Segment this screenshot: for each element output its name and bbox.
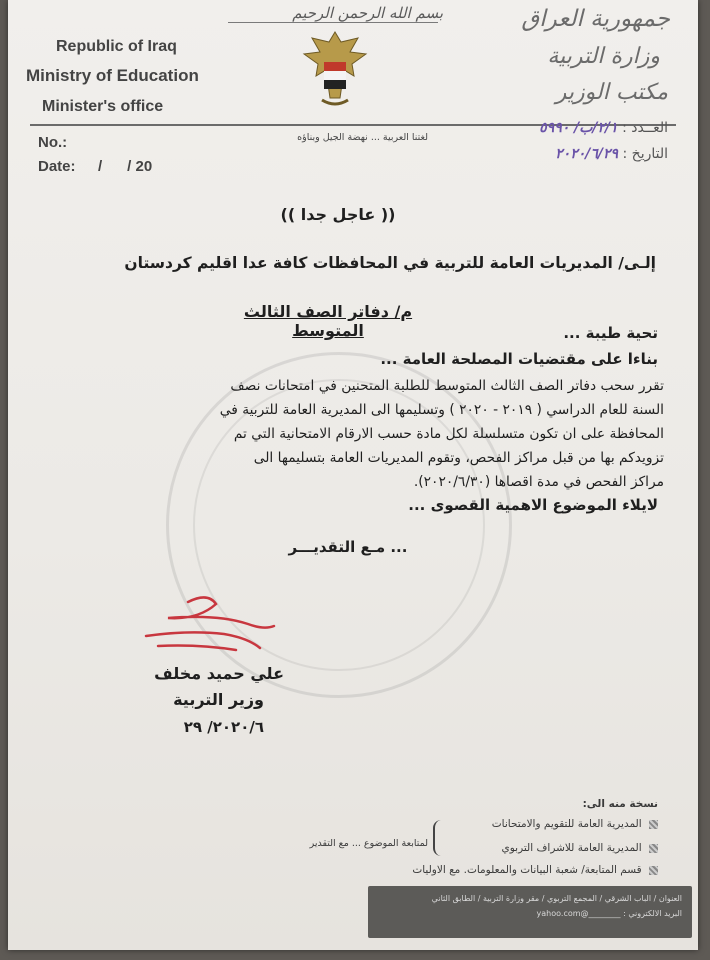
header-ar-country: جمهورية العراق <box>521 6 670 32</box>
copies-brace-note: لمتابعة الموضوع ... مع التقدير <box>309 838 428 849</box>
basmala-underline <box>228 22 438 23</box>
list-bullet-icon <box>649 844 658 853</box>
handwritten-signature-icon <box>128 590 278 660</box>
greeting: تحية طيبة ... <box>563 324 658 342</box>
body-line: تزويدكم بها من قبل مراكز الفحص، وتقوم المديريات العامة بتسليمها الى <box>253 450 664 466</box>
copy-item-text: المديرية العامة للتقويم والامتحانات <box>491 818 642 830</box>
body-line: تقرر سحب دفاتر الصف الثالث المتوسط للطلبة المتحنين في امتحانات نصف <box>230 378 664 394</box>
signatory-title: وزير التربية <box>173 690 264 709</box>
footer-address: العنوان / الباب الشرقي / المجمع التربوي / مقر وزارة التربية / الطابق الثاني <box>431 894 682 903</box>
basmala-script <box>233 4 443 22</box>
letter-body <box>34 374 664 494</box>
en-date-label: Date: <box>38 158 76 175</box>
footer-bar <box>368 886 692 938</box>
letter-page <box>8 0 698 950</box>
header-ar-office: مكتب الوزير <box>555 80 668 105</box>
ar-number-label: العــدد : <box>622 120 668 136</box>
copy-item <box>408 842 658 854</box>
urgency-label: (( عاجل جدا )) <box>280 205 396 224</box>
header-en-country: Republic of Iraq <box>56 38 177 55</box>
importance-line: لايلاء الموضوع الاهمية القصوى ... <box>408 496 658 514</box>
footer-email: البريد الالكتروني : ________@yahoo.com <box>536 909 682 918</box>
body-line: السنة للعام الدراسي ( ٢٠١٩ - ٢٠٢٠ ) وتسليمها الى المديرية العامة للتربية في <box>219 402 664 418</box>
ar-date-value: ٢٠٢٠/٦/٢٩ <box>555 146 619 162</box>
copy-item-text: المديرية العامة للاشراف التربوي <box>501 842 642 854</box>
ar-number-value: ٢/١/ب/ ٥٩٩٠ <box>539 120 618 136</box>
signatory-name: علي حميد مخلف <box>154 664 284 683</box>
intro-line: بناءا على مقتضيات المصلحة العامة ... <box>380 350 658 368</box>
ar-date-label: التاريخ : <box>622 146 668 162</box>
list-bullet-icon <box>649 820 658 829</box>
eagle-emblem-icon <box>300 28 370 112</box>
copy-item-text: قسم المتابعة/ شعبة البيانات والمعلومات. مع الاوليات <box>412 864 642 876</box>
recipient-line: إلـى/ المديريات العامة للتربية في المحافظات كافة عدا اقليم كردستان <box>124 254 656 272</box>
closing-line: ... مـع التقديـــر <box>288 538 408 556</box>
body-line: المحافظة على ان تكون متسلسلة لكل مادة حسب الارقام الامتحانية التي تم <box>233 426 664 442</box>
subject-line: م/ دفاتر الصف الثالث المتوسط <box>243 302 413 340</box>
header-en-ministry: Ministry of Education <box>26 66 199 85</box>
body-line: مراكز الفحص في مدة اقصاها (٢٠٢٠/٦/٣٠). <box>413 474 664 490</box>
copies-heading: نسخة منه الى: <box>582 798 658 810</box>
ar-number-row <box>468 120 668 136</box>
signature-scribble <box>128 590 278 660</box>
en-number-label: No.: <box>38 134 68 151</box>
copy-item <box>408 818 658 830</box>
en-date-template: / / 20 <box>98 158 153 175</box>
header-ar-ministry: وزارة التربية <box>547 44 660 69</box>
list-bullet-icon <box>649 866 658 875</box>
slogan: لغتنا العربية ... نهضة الجيل وبناؤه <box>297 132 428 143</box>
copies-brace <box>433 820 445 856</box>
ar-date-row <box>468 146 668 162</box>
signature-date: ٢٠٢٠/٦/ ٢٩ <box>183 718 264 736</box>
iraq-emblem <box>300 28 370 112</box>
copy-item <box>328 864 658 876</box>
basmala-text: بسم الله الرحمن الرحيم <box>292 4 443 22</box>
header-en-office: Minister's office <box>42 98 164 115</box>
